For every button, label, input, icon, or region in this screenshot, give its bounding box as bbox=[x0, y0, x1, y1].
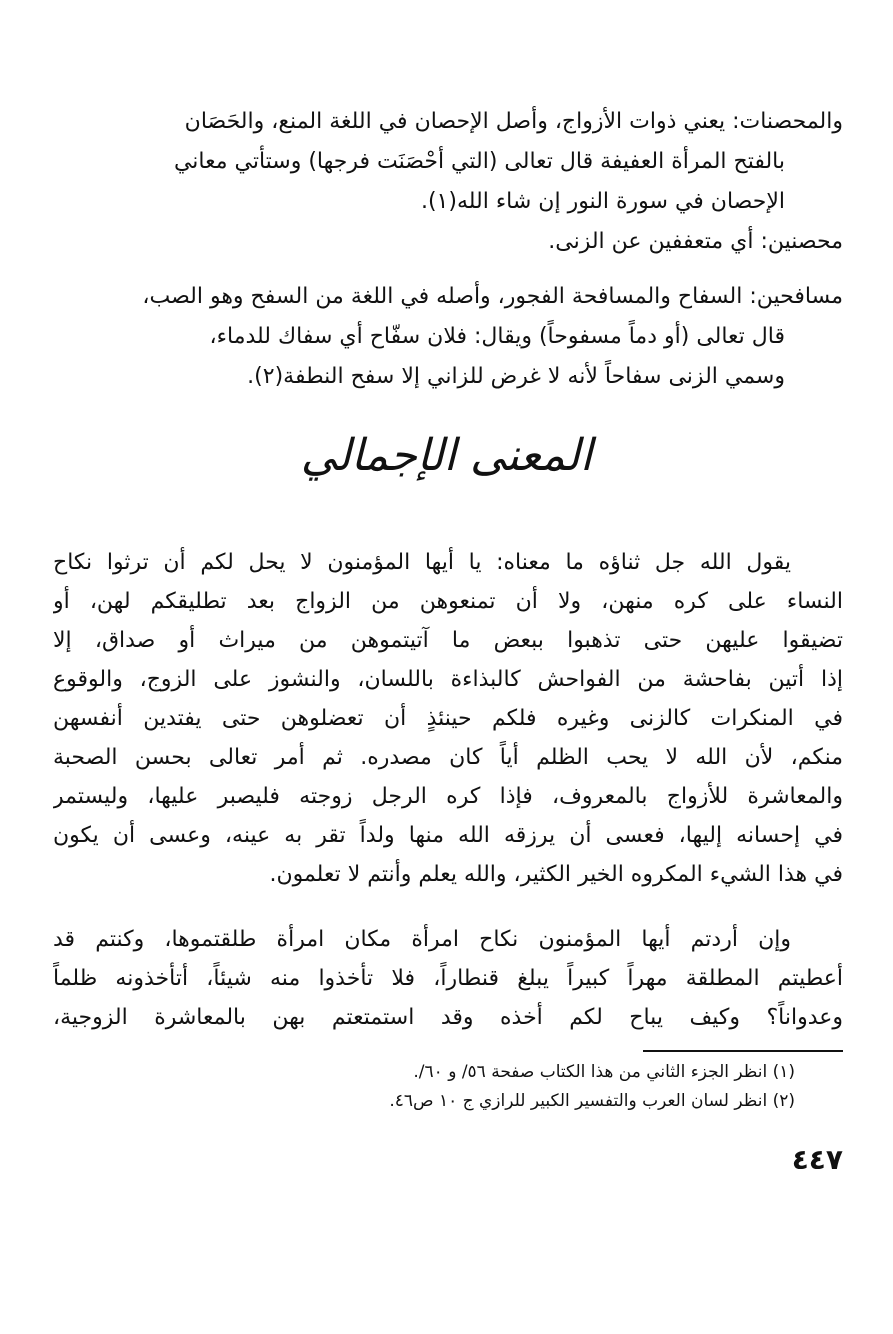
footnote-2: (٢) انظر لسان العرب والتفسير الكبير للرازي ج ١٠ ص٤٦. bbox=[389, 1091, 795, 1111]
definition-line: والمحصنات: يعني ذوات الأزواج، وأصل الإحصان في اللغة المنع، والحَصَان bbox=[184, 109, 843, 134]
paragraph-line: يقول الله جل ثناؤه ما معناه: يا أيها المؤمنون لا يحل لكم أن ترثوا نكاح bbox=[53, 550, 791, 575]
definition-line: قال تعالى (أو دماً مسفوحاً) ويقال: فلان سفّاح أي سفاك للدماء، bbox=[209, 324, 785, 349]
paragraph-line: في المنكرات كالزنى وغيره فلكم حينئذٍ أن تعضلوهن حتى يفتدين أنفسهن bbox=[53, 706, 843, 731]
definition-line: محصنين: أي متعففين عن الزنى. bbox=[548, 229, 843, 254]
paragraph-summary-2 bbox=[53, 920, 843, 1037]
footnotes bbox=[95, 1058, 795, 1116]
paragraph-line: وإن أردتم أيها المؤمنون نكاح امرأة مكان امرأة طلقتموها، وكنتم قد bbox=[53, 927, 791, 952]
footnote-1: (١) انظر الجزء الثاني من هذا الكتاب صفحة ٥٦/ و ٦٠/. bbox=[413, 1062, 795, 1082]
paragraph-summary-1 bbox=[53, 543, 843, 894]
paragraph-line: والمعاشرة للأزواج بالمعروف، فإذا كره الرجل زوجته فليصبر عليها، وليستمر bbox=[53, 784, 843, 809]
paragraph-line: إذا أتين بفاحشة من الفواحش كالبذاءة باللسان، والنشوز على الزوج، والوقوع bbox=[53, 667, 843, 692]
definitions-top bbox=[43, 102, 843, 262]
footnote-divider bbox=[643, 1050, 843, 1052]
paragraph-line: في إحسانه إليها، فعسى أن يرزقه الله منها ولداً تقر به عينه، وعسى أن يكون bbox=[53, 823, 843, 848]
definitions-bottom bbox=[43, 277, 843, 397]
paragraph-line: منكم، لأن الله لا يحب الظلم أياً كان مصدره. ثم أمر تعالى بحسن الصحبة bbox=[53, 745, 843, 770]
definition-line: بالفتح المرأة العفيفة قال تعالى (التي أحْصَنَت فرجها) وستأتي معاني bbox=[173, 149, 785, 174]
paragraph-line: النساء على كره منهن، ولا أن تمنعوهن من الزواج بعد تطليقكم لهن، أو bbox=[53, 589, 843, 614]
definition-line: الإحصان في سورة النور إن شاء الله(١). bbox=[420, 189, 785, 214]
page-number: ٤٤٧ bbox=[791, 1143, 843, 1176]
paragraph-line: تضيقوا عليهن حتى تذهبوا ببعض ما آتيتموهن من ميراث أو صداق، إلا bbox=[53, 628, 843, 653]
section-heading: المعنى الإجمالي bbox=[300, 430, 593, 481]
paragraph-line: وعدواناً؟ وكيف يباح لكم أخذه وقد استمتعتم بهن بالمعاشرة الزوجية، bbox=[53, 1005, 843, 1030]
paragraph-line: أعطيتم المطلقة مهراً كبيراً يبلغ قنطاراً، فلا تأخذوا منه شيئاً، أتأخذونه ظلماً bbox=[53, 966, 843, 991]
definition-line: مسافحين: السفاح والمسافحة الفجور، وأصله في اللغة من السفح وهو الصب، bbox=[142, 284, 843, 309]
paragraph-line: في هذا الشيء المكروه الخير الكثير، والله يعلم وأنتم لا تعلمون. bbox=[269, 862, 843, 887]
definition-line: وسمي الزنى سفاحاً لأنه لا غرض للزاني إلا سفح النطفة(٢). bbox=[247, 364, 785, 389]
